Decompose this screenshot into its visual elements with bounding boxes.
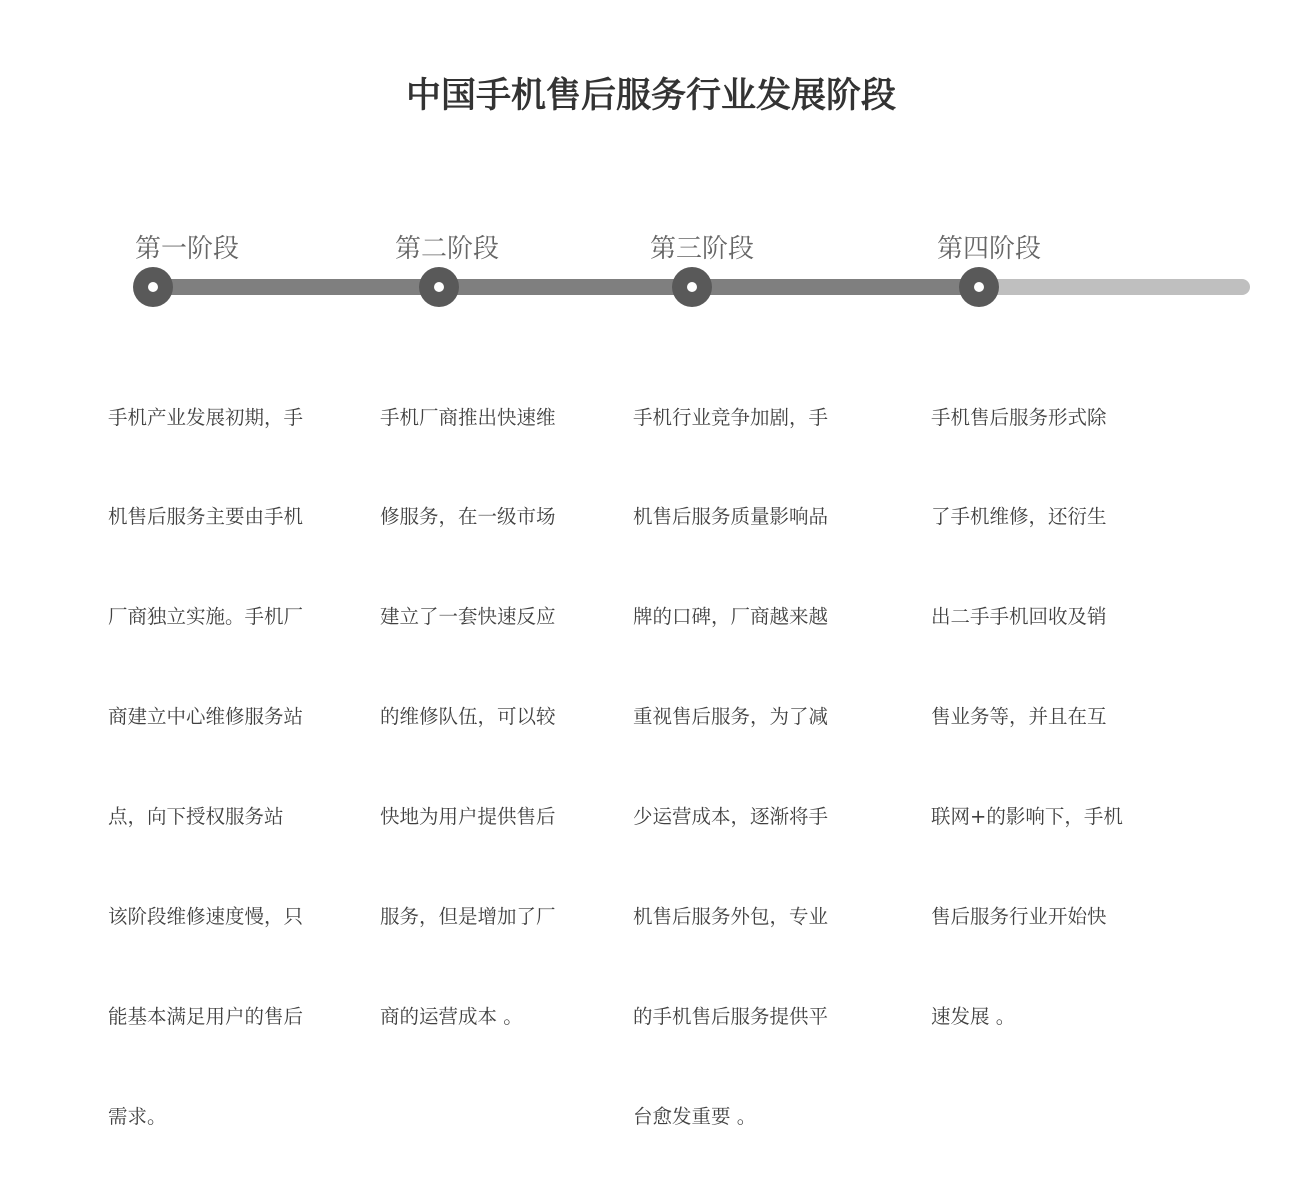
stage-4-line: 售后服务行业开始快	[931, 905, 1107, 929]
stage-2-description	[380, 334, 556, 1100]
stage-3-line: 少运营成本，逐渐将手	[633, 805, 829, 829]
stage-4-line: 出二手手机回收及销	[931, 605, 1107, 629]
stage-1-line: 厂商独立实施。手机厂	[108, 605, 304, 629]
stage-3-description	[633, 334, 828, 1200]
stage-1-node	[133, 267, 173, 307]
stage-2-line: 修服务，在一级市场	[380, 505, 556, 529]
timeline-track-remaining	[970, 279, 1250, 295]
stage-4-line: 联网+的影响下，手机	[931, 805, 1123, 829]
stage-1-line: 该阶段维修速度慢，只	[108, 905, 304, 929]
stage-1-line: 能基本满足用户的售后	[108, 1004, 304, 1028]
stage-4-line: 售业务等，并且在互	[931, 705, 1107, 729]
stage-4-node	[959, 267, 999, 307]
stage-1-label: 第一阶段	[135, 234, 240, 264]
stage-2-line: 商的运营成本 。	[380, 1004, 523, 1028]
stage-3-line: 机售后服务外包，专业	[633, 905, 829, 929]
stage-1-line: 点，向下授权服务站	[108, 805, 284, 829]
stage-1-line: 手机产业发展初期，手	[108, 405, 304, 429]
stage-2-label: 第二阶段	[395, 234, 500, 264]
stage-3-label: 第三阶段	[650, 234, 755, 264]
stage-3-line: 手机行业竞争加剧，手	[633, 405, 829, 429]
slide-title: 中国手机售后服务行业发展阶段	[405, 76, 896, 116]
stage-2-line: 手机厂商推出快速维	[380, 405, 556, 429]
stage-4-description	[931, 334, 1123, 1100]
stage-2-node	[419, 267, 459, 307]
stage-3-line: 重视售后服务，为了减	[633, 705, 829, 729]
stage-4-line: 了手机维修，还衍生	[931, 505, 1107, 529]
stage-4-line: 手机售后服务形式除	[931, 405, 1107, 429]
stage-4-label: 第四阶段	[937, 234, 1042, 264]
stage-3-line: 的手机售后服务提供平	[633, 1004, 829, 1028]
stage-2-line: 快地为用户提供售后	[380, 805, 556, 829]
stage-3-line: 牌的口碑，厂商越来越	[633, 605, 829, 629]
stage-1-line: 商建立中心维修服务站	[108, 705, 304, 729]
stage-3-line: 机售后服务质量影响品	[633, 505, 829, 529]
stage-1-line: 机售后服务主要由手机	[108, 505, 304, 529]
stage-2-line: 的维修队伍，可以较	[380, 705, 556, 729]
stage-2-line: 服务，但是增加了厂	[380, 905, 556, 929]
stage-3-line: 台愈发重要 。	[633, 1104, 757, 1128]
stage-4-line: 速发展 。	[931, 1004, 1016, 1028]
stage-3-node	[672, 267, 712, 307]
stage-2-line: 建立了一套快速反应	[380, 605, 556, 629]
stage-1-line: 需求。	[108, 1104, 167, 1128]
timeline-track-completed	[136, 279, 984, 295]
stage-1-description	[108, 334, 303, 1200]
